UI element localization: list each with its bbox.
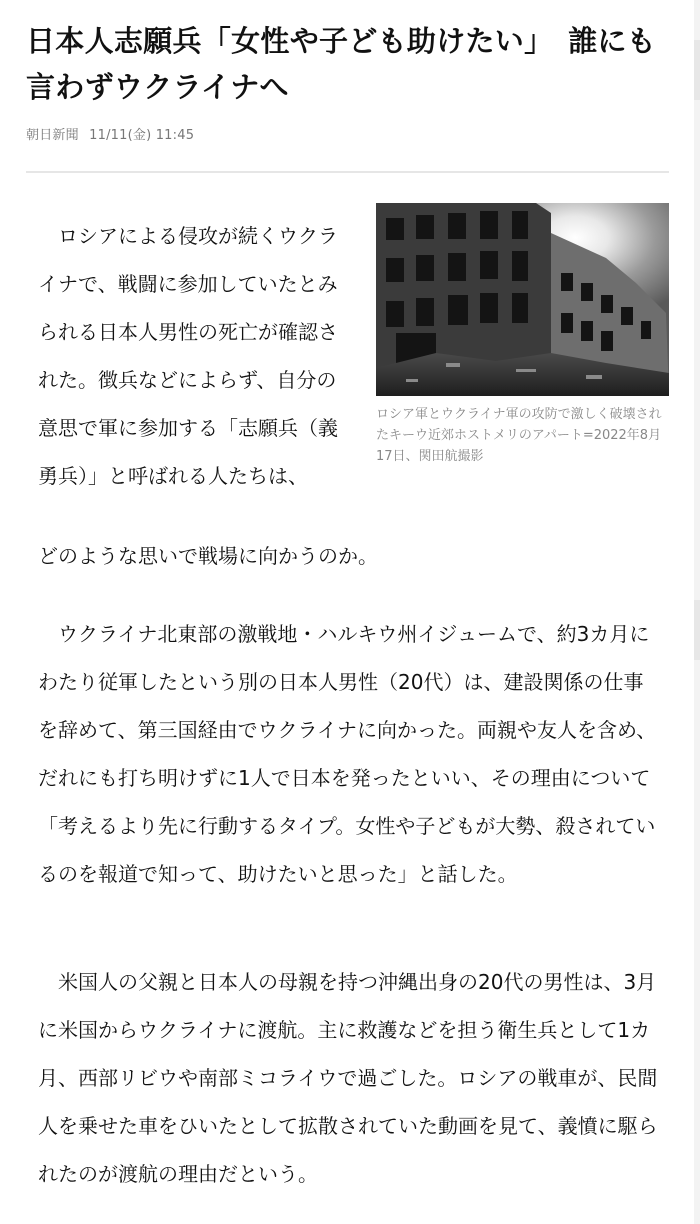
article-date: 11/11(金) 11:45 [89, 128, 195, 143]
article-lead-paragraph: ロシアによる侵攻が続くウクライナで、戦闘に参加していたとみられる日本人男性の死亡が確認された。徴兵などによらず、自分の意思で軍に参加する「志願兵（義勇兵）」と呼ばれる人たちは、 [38, 224, 338, 488]
scroll-edge-mark [694, 40, 700, 100]
article-photo[interactable] [376, 203, 669, 396]
photo-caption: ロシア軍とウクライナ軍の攻防で激しく破壊されたキーウ近郊ホストメリのアパート=2022年8月17日、関田航撮影 [376, 407, 662, 464]
article-paragraph: ウクライナ北東部の激戦地・ハルキウ州イジュームで、約3カ月にわたり従軍したという別の日本人男性（20代）は、建設関係の仕事を辞めて、第三国経由でウクライナに向かった。両親や友人を含め、だれにも打ち明けずに1人で日本を発ったといい、その理由について「考えるより先に行動するタイプ。女性や子どもが大勢、殺されているのを報道で知って、助けたいと思った」と話した。 [38, 622, 657, 886]
header-divider [26, 171, 669, 173]
article-lead-tail: どのような思いで戦場に向かうのか。 [38, 544, 378, 568]
scroll-edge-mark [694, 600, 700, 660]
article-photo-figure [376, 203, 669, 467]
article-byline [26, 124, 200, 143]
article-headline: 日本人志願兵「女性や子ども助けたい」 誰にも言わずウクライナへ [26, 24, 657, 104]
scroll-edge [694, 0, 700, 1224]
destroyed-building-image [376, 203, 669, 396]
article-source[interactable]: 朝日新聞 [26, 128, 79, 143]
article-paragraph: 米国人の父親と日本人の母親を持つ沖縄出身の20代の男性は、3月に米国からウクライナに渡航。主に救護などを担う衛生兵として1カ月、西部リビウや南部ミコライウで過ごした。ロシアの戦車が、民間人を乗せた車をひいたとして拡散されていた動画を見て、義憤に駆られたのが渡航の理由だという。 [38, 970, 658, 1186]
